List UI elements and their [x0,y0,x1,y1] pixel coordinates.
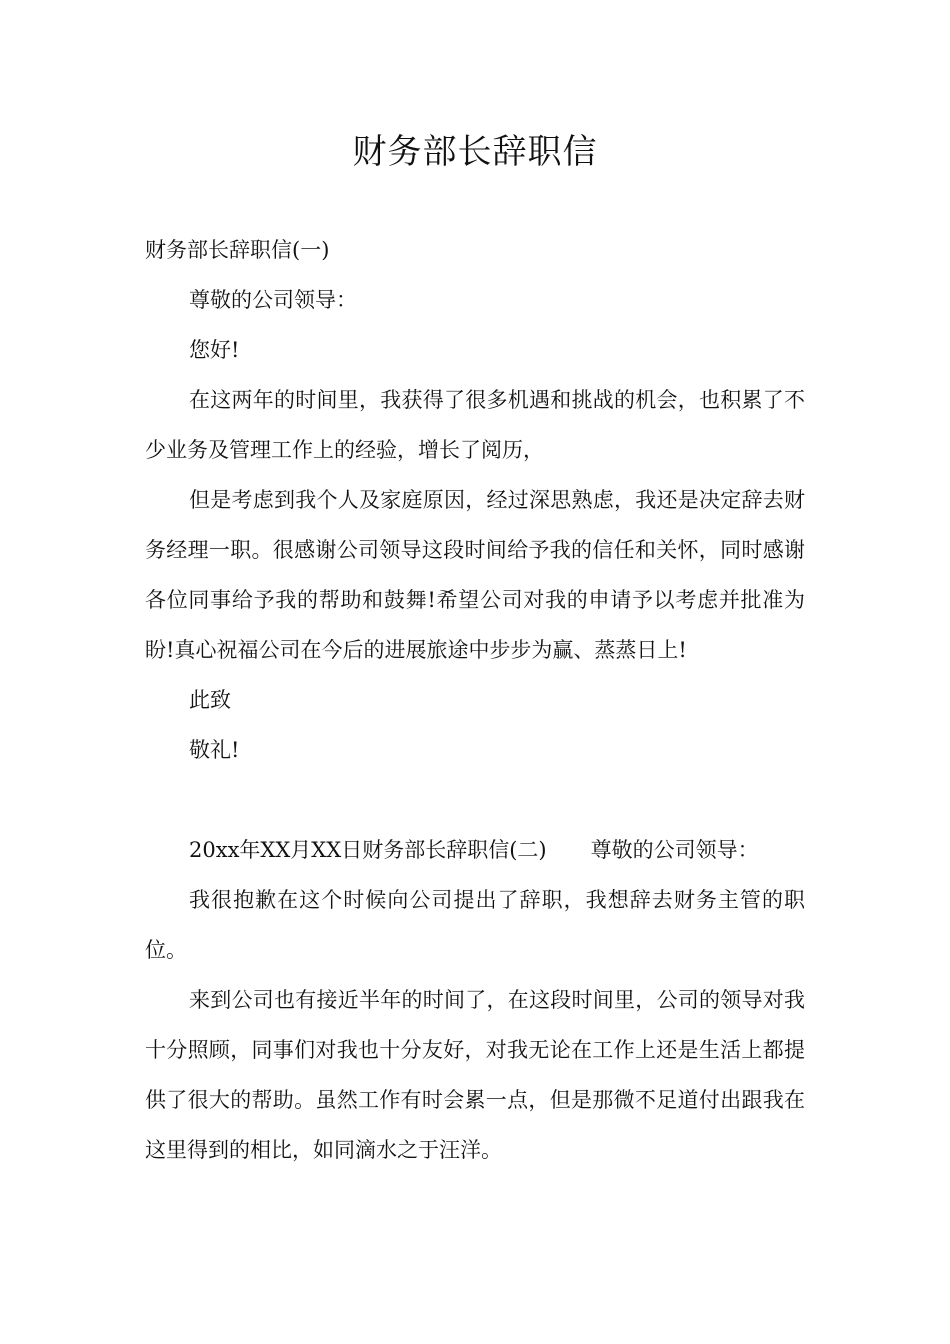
letter2-date-and-heading: 20xx年XX月XX日财务部长辞职信(二) [189,838,547,862]
letter1-closing-2: 敬礼! [189,738,240,762]
section-spacer [145,775,805,825]
letter1-salutation: 尊敬的公司领导： [189,288,357,312]
document-title: 财务部长辞职信 [352,132,598,172]
letter2-salutation: 尊敬的公司领导： [590,838,759,862]
letter1-heading: 财务部长辞职信(一) [145,238,330,262]
letter1-paragraph-2: 但是考虑到我个人及家庭原因，经过深思熟虑，我还是决定辞去财务经理一职。很感谢公司领导这段时间给予我的信任和关怀，同时感谢各位同事给予我的帮助和鼓舞!希望公司对我的申请予以考虑并批准为盼!真心祝福公司在今后的进展旅途中步步为赢、蒸蒸日上! [145,488,805,662]
letter2-header-line [145,825,805,875]
letter1-paragraph-1: 在这两年的时间里，我获得了很多机遇和挑战的机会，也积累了不少业务及管理工作上的经验，增长了阅历， [145,388,805,462]
document-body [145,225,805,1175]
letter2-paragraph-1: 我很抱歉在这个时候向公司提出了辞职，我想辞去财务主管的职位。 [145,888,805,962]
letter1-closing-1: 此致 [189,688,231,712]
letter2-paragraph-2: 来到公司也有接近半年的时间了，在这段时间里，公司的领导对我十分照顾，同事们对我也十分友好，对我无论在工作上还是生活上都提供了很大的帮助。虽然工作有时会累一点，但是那微不足道付出跟我在这里得到的相比，如同滴水之于汪洋。 [145,988,805,1162]
letter1-greeting: 您好! [189,338,240,362]
